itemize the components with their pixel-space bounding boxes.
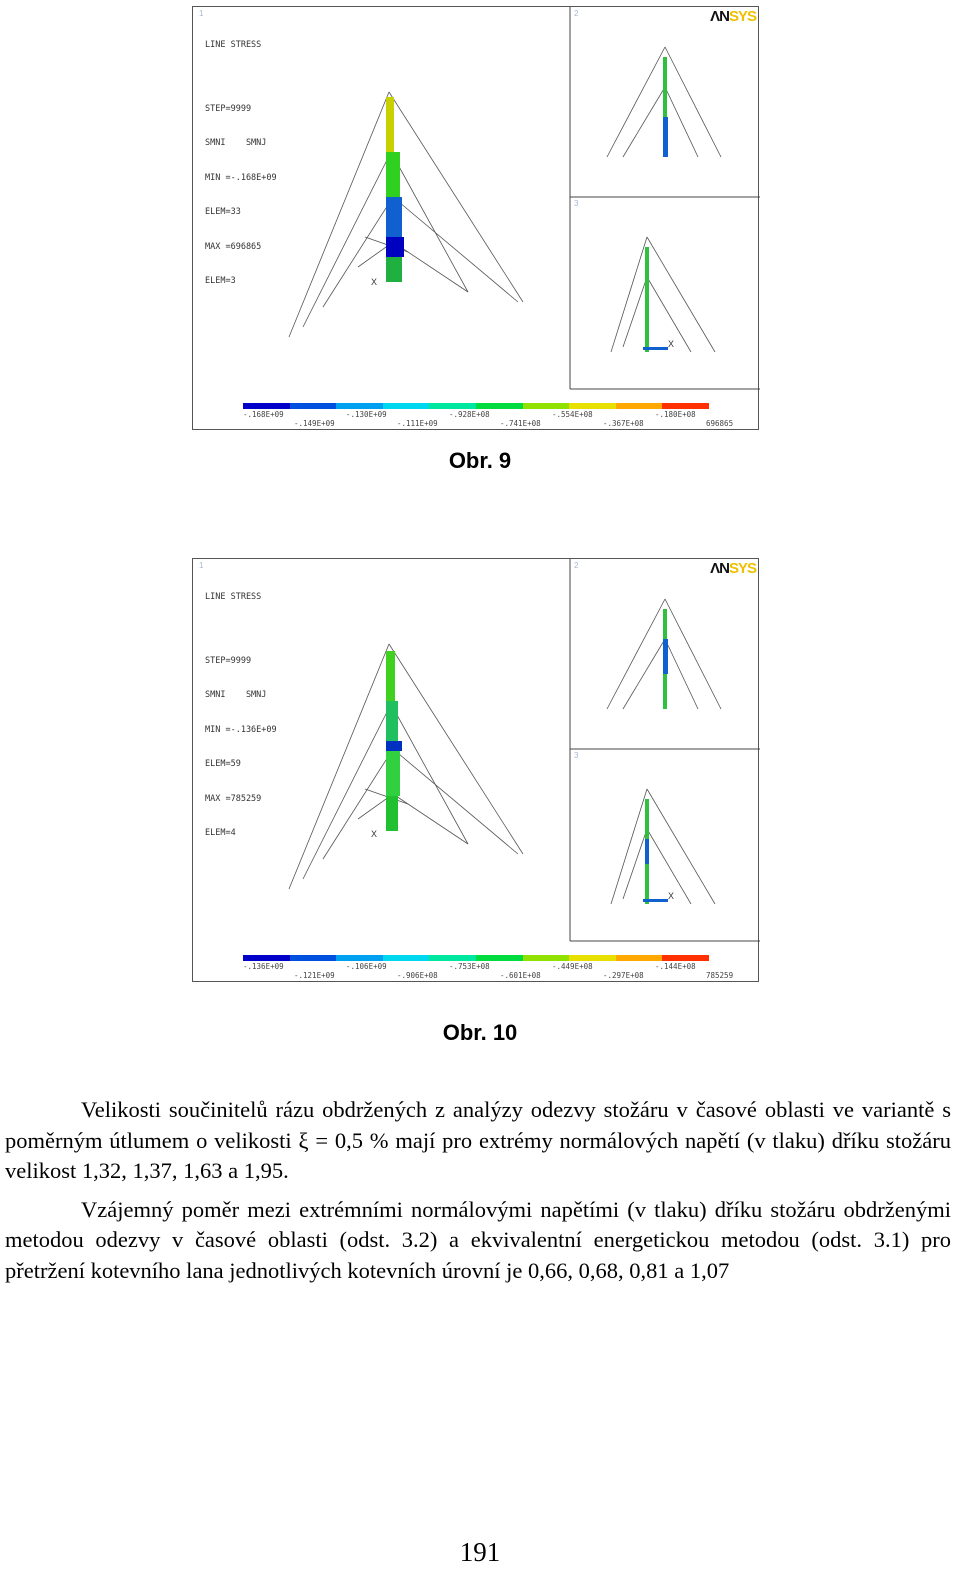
scale-swatch xyxy=(429,403,476,409)
scale-swatch xyxy=(290,403,337,409)
paragraph: Vzájemný poměr mezi extrémními normálovými napětími (v tlaku) dříku stožáru obdrženými metodou odezvy v časové oblasti (odst. 3.2) a ekvivalentní energetickou metodou (odst. 3.1) pro přetržení kotevního lana jednotlivých kotevních úrovní je 0,66, 0,68, 0,81 a 1,07 xyxy=(5,1196,951,1283)
scale-swatch xyxy=(662,955,709,961)
window-number: 2 xyxy=(574,9,579,18)
scale-label: -.149E+09 xyxy=(294,419,335,428)
info-line: MIN =-.136E+09 xyxy=(205,724,277,735)
scale-swatch xyxy=(476,955,523,961)
mast-plot xyxy=(193,7,760,431)
scale-swatch xyxy=(429,955,476,961)
info-line: SMNI SMNJ xyxy=(205,690,267,700)
info-line: ELEM=59 xyxy=(205,759,241,769)
info-line: MAX =696865 xyxy=(205,241,262,252)
scale-swatch xyxy=(336,955,383,961)
scale-label: -.297E+08 xyxy=(603,971,644,980)
window-number: 3 xyxy=(574,199,579,208)
scale-label: -.367E+08 xyxy=(603,419,644,428)
scale-label: -.753E+08 xyxy=(449,962,490,971)
svg-text:X: X xyxy=(371,829,378,839)
paragraph: Velikosti součinitelů rázu obdržených z analýzy odezvy stožáru v časové oblasti ve variantě s poměrným útlumem o velikosti ξ = 0,5 % mají pro extrémy normálových napětí (v tlaku) dříku stožáru velikost 1,32, 1,37, 1,63 a 1,95. xyxy=(5,1097,951,1183)
scale-label: -.741E+08 xyxy=(500,419,541,428)
scale-swatch xyxy=(243,403,290,409)
svg-text:X: X xyxy=(668,339,675,349)
info-line: STEP=9999 xyxy=(205,655,252,666)
scale-swatch xyxy=(476,403,523,409)
scale-swatch xyxy=(616,955,663,961)
scale-swatch xyxy=(383,955,430,961)
info-line: ELEM=3 xyxy=(205,276,236,286)
plot-info xyxy=(205,17,277,311)
info-line: ELEM=33 xyxy=(205,207,241,217)
ansys-logo: ΛNSYS xyxy=(710,560,756,577)
scale-label: -.554E+08 xyxy=(552,410,593,419)
guy-cables-panel-3 xyxy=(611,789,715,904)
scale-label: -.449E+08 xyxy=(552,962,593,971)
ansys-logo: ΛNSYS xyxy=(710,8,756,25)
info-line: MIN =-.168E+09 xyxy=(205,172,277,183)
figure-obr-9 xyxy=(192,6,759,430)
scale-label: -.928E+08 xyxy=(449,410,490,419)
guy-cables xyxy=(289,92,523,337)
figure-caption: Obr. 10 xyxy=(442,1020,518,1045)
scale-swatch xyxy=(569,403,616,409)
figure-caption: Obr. 9 xyxy=(448,448,512,473)
scale-swatch xyxy=(243,955,290,961)
scale-label: -.130E+09 xyxy=(346,410,387,419)
scale-swatch xyxy=(569,955,616,961)
svg-text:X: X xyxy=(668,891,675,901)
scale-label: -.111E+09 xyxy=(397,419,438,428)
scale-swatch xyxy=(662,403,709,409)
scale-swatch xyxy=(616,403,663,409)
scale-swatch xyxy=(336,403,383,409)
scale-label: -.168E+09 xyxy=(243,410,284,419)
window-number: 1 xyxy=(199,9,204,18)
window-number: 1 xyxy=(199,561,204,570)
info-line: MAX =785259 xyxy=(205,793,262,804)
body-text xyxy=(5,1095,951,1286)
scale-label: -.144E+08 xyxy=(655,962,696,971)
mast-plot xyxy=(193,559,760,983)
scale-label: 696865 xyxy=(706,419,734,428)
info-line: LINE STRESS xyxy=(205,592,262,602)
color-scale xyxy=(243,955,709,961)
page-number: 191 xyxy=(459,1537,501,1567)
scale-swatch xyxy=(523,403,570,409)
guy-cables xyxy=(289,644,523,889)
info-line: ELEM=4 xyxy=(205,828,236,838)
window-number: 3 xyxy=(574,751,579,760)
color-scale xyxy=(243,403,709,409)
info-line: LINE STRESS xyxy=(205,40,262,50)
scale-label: -.121E+09 xyxy=(294,971,335,980)
window-number: 2 xyxy=(574,561,579,570)
scale-swatch xyxy=(523,955,570,961)
scale-label: -.601E+08 xyxy=(500,971,541,980)
mast-shaft xyxy=(386,651,402,831)
scale-label: -.180E+08 xyxy=(655,410,696,419)
info-line: STEP=9999 xyxy=(205,103,252,114)
mast-shaft xyxy=(386,97,404,282)
scale-label: -.906E+08 xyxy=(397,971,438,980)
figure-obr-10 xyxy=(192,558,759,982)
scale-label: 785259 xyxy=(706,971,734,980)
scale-swatch xyxy=(383,403,430,409)
plot-info xyxy=(205,569,277,863)
scale-label: -.106E+09 xyxy=(346,962,387,971)
guy-cables-panel-3 xyxy=(611,237,715,352)
scale-swatch xyxy=(290,955,337,961)
svg-text:X: X xyxy=(371,277,378,287)
scale-label: -.136E+09 xyxy=(243,962,284,971)
info-line: SMNI SMNJ xyxy=(205,138,267,148)
